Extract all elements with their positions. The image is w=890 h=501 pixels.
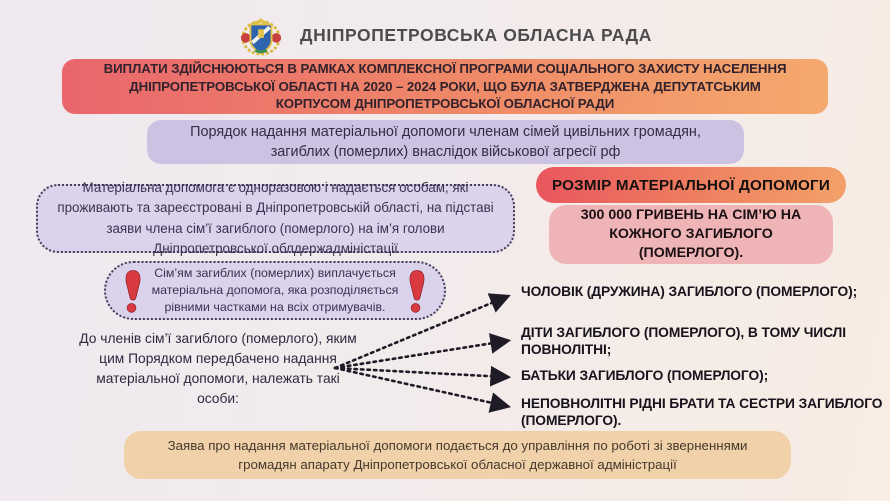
one-time-assistance-note: Матеріальна допомога є одноразовою і надається особам, які проживають та зареєстровані в Дніпропетровській області, на підставі заяви члена сім’ї загиблого (померлого) на ім’я голови Дніпропетровської облдержадміністації — [36, 184, 515, 253]
amount-box: 300 000 ГРИВЕНЬ НА СІМ’Ю НА КОЖНОГО ЗАГИБЛОГО (ПОМЕРЛОГО). — [549, 205, 833, 264]
list-item: НЕПОВНОЛІТНІ РІДНІ БРАТИ ТА СЕСТРИ ЗАГИБЛОГО (ПОМЕРЛОГО). — [521, 396, 883, 429]
list-item: БАТЬКИ ЗАГИБЛОГО (ПОМЕРЛОГО); — [521, 368, 769, 383]
coat-of-arms-icon — [238, 12, 284, 58]
equal-shares-text: Сім’ям загиблих (померлих) виплачується матеріальна допомога, яка розподіляється рівними частками на всіх отримувачів. — [151, 266, 399, 314]
family-members-intro: До членів сім’ї загиблого (померлого), яким цим Порядком передбачено надання матеріальної допомоги, належать такі особи: — [79, 331, 357, 406]
page-title: ДНІПРОПЕТРОВСЬКА ОБЛАСНА РАДА — [300, 24, 652, 45]
program-banner: ВИПЛАТИ ЗДІЙСНЮЮТЬСЯ В РАМКАХ КОМПЛЕКСНОЇ ПРОГРАМИ СОЦІАЛЬНОГО ЗАХИСТУ НАСЕЛЕННЯ ДНІПРОПЕТРОВСЬКОЇ ОБЛАСТІ НА 2020 – 2024 РОКИ, ЩО БУЛА ЗАТВЕРДЖЕНА ДЕПУТАТСЬКИМ КОРПУСОМ ДНІПРОПЕТРОВСЬКОЇ ОБЛАСНОЇ РАДИ — [62, 59, 828, 114]
list-item: ДІТИ ЗАГИБЛОГО (ПОМЕРЛОГО), В ТОМУ ЧИСЛІ ПОВНОЛІТНІ; — [521, 325, 846, 358]
assistance-size-title: РОЗМІР МАТЕРІАЛЬНОЇ ДОПОМОГИ — [536, 167, 846, 203]
exclamation-icon — [122, 268, 144, 314]
procedure-banner: Порядок надання матеріальної допомоги членам сімей цивільних громадян, загиблих (померлих) внаслідок військової агресії рф — [147, 120, 744, 164]
fan-arrows-icon — [325, 283, 520, 418]
list-item: ЧОЛОВІК (ДРУЖИНА) ЗАГИБЛОГО (ПОМЕРЛОГО); — [521, 284, 858, 299]
header — [0, 12, 890, 58]
submission-banner: Заява про надання матеріальної допомоги подається до управління по роботі зі зверненнями громадян апарату Дніпропетровської обласної державної адміністрації — [124, 431, 791, 479]
